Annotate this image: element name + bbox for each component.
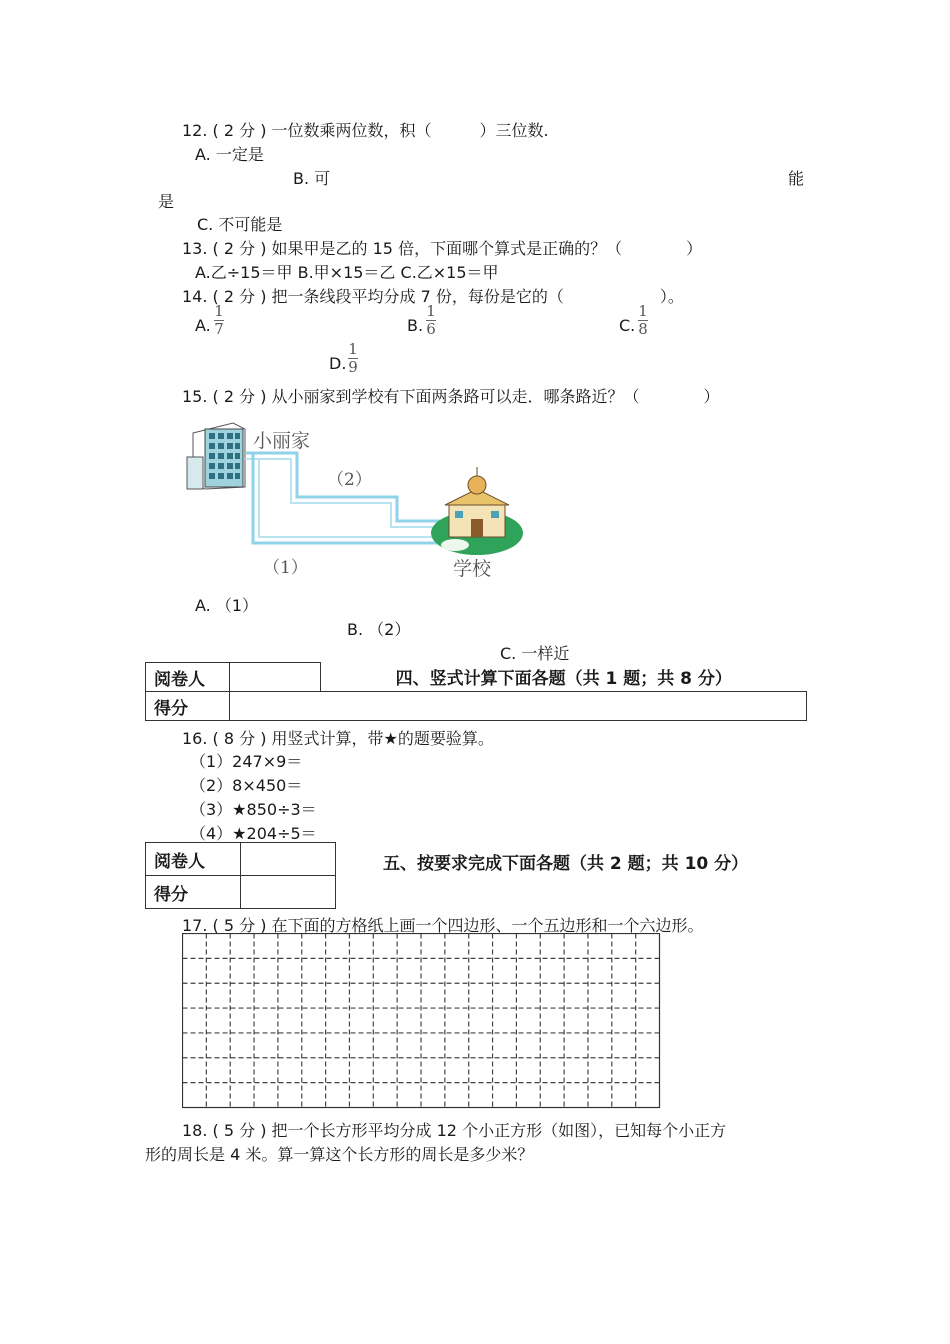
q14-option-d-fraction: [348, 342, 358, 375]
section4-title: 四、竖式计算下面各题（共 1 题；共 8 分）: [395, 669, 732, 690]
q12-option-a[interactable]: A. 一定是: [195, 145, 264, 164]
q14-option-b-label[interactable]: B.: [407, 316, 424, 335]
score-label: 得分: [146, 692, 230, 721]
score-cell[interactable]: [230, 692, 807, 721]
section5-score-table: [145, 842, 336, 909]
fraction-denominator: 7: [214, 320, 224, 338]
reviewer-label: 阅卷人: [146, 843, 241, 876]
home-label: 小丽家: [253, 430, 311, 452]
q18-line-1: 18. ( 5 分 ) 把一个长方形平均分成 12 个小正方形（如图），已知每个小正方: [182, 1121, 727, 1140]
q12-option-c[interactable]: C. 不可能是: [197, 215, 283, 234]
fraction-numerator: 1: [348, 340, 358, 358]
route-2-label: （2）: [327, 470, 372, 490]
q12-option-b[interactable]: B. 可: [293, 169, 331, 188]
route-lines: [245, 453, 440, 543]
fraction-numerator: 1: [214, 302, 224, 320]
q14-option-d-label[interactable]: D.: [329, 354, 347, 373]
q12-option-b-wrap: 是: [158, 192, 175, 211]
q16-item-3: （3）★850÷3＝: [190, 800, 317, 819]
q17-stem: 17. ( 5 分 ) 在下面的方格纸上画一个四边形、一个五边形和一个六边形。: [182, 916, 704, 935]
q14-option-a-fraction: [214, 304, 224, 337]
fraction-denominator: 8: [638, 320, 648, 338]
section5-title: 五、按要求完成下面各题（共 2 题；共 10 分）: [383, 854, 749, 874]
q12-option-b-tail: 能: [788, 169, 805, 188]
q14-option-b-fraction: [426, 304, 436, 337]
q16-item-1: （1）247×9＝: [190, 752, 303, 771]
fraction-numerator: 1: [638, 302, 648, 320]
q14-stem: 14. ( 2 分 ) 把一条线段平均分成 7 份，每份是它的（ ）。: [182, 287, 684, 306]
q14-option-c-fraction: [638, 304, 648, 337]
q15-option-a[interactable]: A. （1）: [195, 596, 259, 615]
fraction-denominator: 9: [348, 358, 358, 376]
section4-score-table: [145, 662, 807, 721]
q16-item-2: （2）8×450＝: [190, 776, 303, 795]
score-label: 得分: [146, 876, 241, 909]
route-figure: [185, 415, 530, 585]
home-building-icon: [187, 423, 245, 489]
q18-line-2: 形的周长是 4 米。算一算这个长方形的周长是多少米？: [145, 1145, 534, 1164]
reviewer-label: 阅卷人: [146, 663, 230, 692]
q14-option-c-label[interactable]: C.: [619, 316, 636, 335]
school-label: 学校: [453, 558, 492, 580]
q16-item-4: （4）★204÷5＝: [190, 824, 317, 843]
reviewer-cell[interactable]: [230, 663, 321, 692]
fraction-numerator: 1: [426, 302, 436, 320]
q16-stem: 16. ( 8 分 ) 用竖式计算，带★的题要验算。: [182, 729, 494, 748]
q12-stem: 12. ( 2 分 ) 一位数乘两位数，积（ ）三位数.: [182, 121, 549, 140]
q15-stem: 15. ( 2 分 ) 从小丽家到学校有下面两条路可以走．哪条路近？（ ）: [182, 387, 720, 406]
q15-option-c[interactable]: C. 一样近: [500, 644, 570, 663]
q15-option-b[interactable]: B. （2）: [347, 620, 411, 639]
q13-stem: 13. ( 2 分 ) 如果甲是乙的 15 倍，下面哪个算式是正确的？（ ）: [182, 239, 703, 258]
score-cell[interactable]: [241, 876, 336, 909]
q13-options[interactable]: A.乙÷15＝甲 B.甲×15＝乙 C.乙×15＝甲: [195, 263, 499, 282]
fraction-denominator: 6: [426, 320, 436, 338]
q14-option-a-label[interactable]: A.: [195, 316, 211, 335]
school-building-icon: [431, 467, 523, 555]
route-1-label: （1）: [263, 558, 308, 578]
reviewer-cell[interactable]: [241, 843, 336, 876]
grid-paper[interactable]: [182, 933, 662, 1109]
